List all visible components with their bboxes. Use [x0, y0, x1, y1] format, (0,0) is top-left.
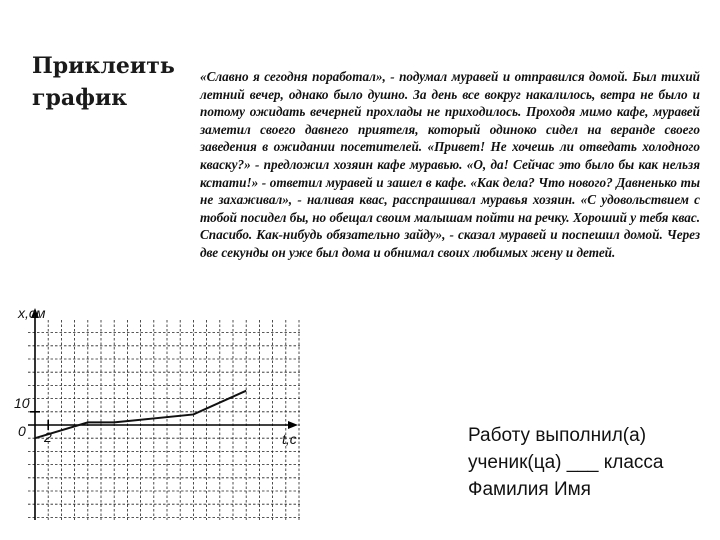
x-axis-label: t,c	[282, 431, 297, 447]
y-axis-label: x,см	[18, 305, 46, 321]
credits-line-class: ученик(ца) ___ класса	[468, 452, 664, 473]
credits-line-author: Работу выполнил(а)	[468, 425, 647, 446]
page-title: Приклеить график	[32, 53, 175, 111]
story-text: «Славно я сегодня поработал», - подумал муравей и отправился домой. Был тихий летний вечер, однако было душно. За день все вокруг накалилось, ветра не было и потому ожидать вечерней прохлады не приходилось. Проходя мимо кафе, муравей заметил своего давнего приятеля, который одиноко сидел на веранде своего заведения в ожидании посетителей. «Привет! Не хочешь ли отведать холодного кваску?» - предложил хозяин кафе муравью. «О, да! Сейчас это было бы как нельзя кстати!» - ответил муравей и зашел в кафе. «Как дела? Что нового? Давненько ты не захаживал», - наливая квас, расспрашивал муравья хозяин. «С удовольствием с тобой посидел бы, но обещал своим малышам пойти на речку. Хороший у тебя квас. Спасибо. Как-нибудь обязательно зайду», - сказал муравей и поспешил домой. Через две секунды он уже был дома и обнимал своих любимых жену и детей.	[200, 69, 700, 260]
graph-axes	[28, 308, 298, 520]
x-axis-arrow	[288, 421, 298, 429]
credits-line-name: Фамилия Имя	[468, 479, 591, 500]
origin-label: 0	[18, 423, 26, 439]
x-tick-label-2: 2	[44, 429, 52, 445]
y-tick-label-10: 10	[14, 395, 30, 411]
graph-grid	[28, 320, 300, 520]
